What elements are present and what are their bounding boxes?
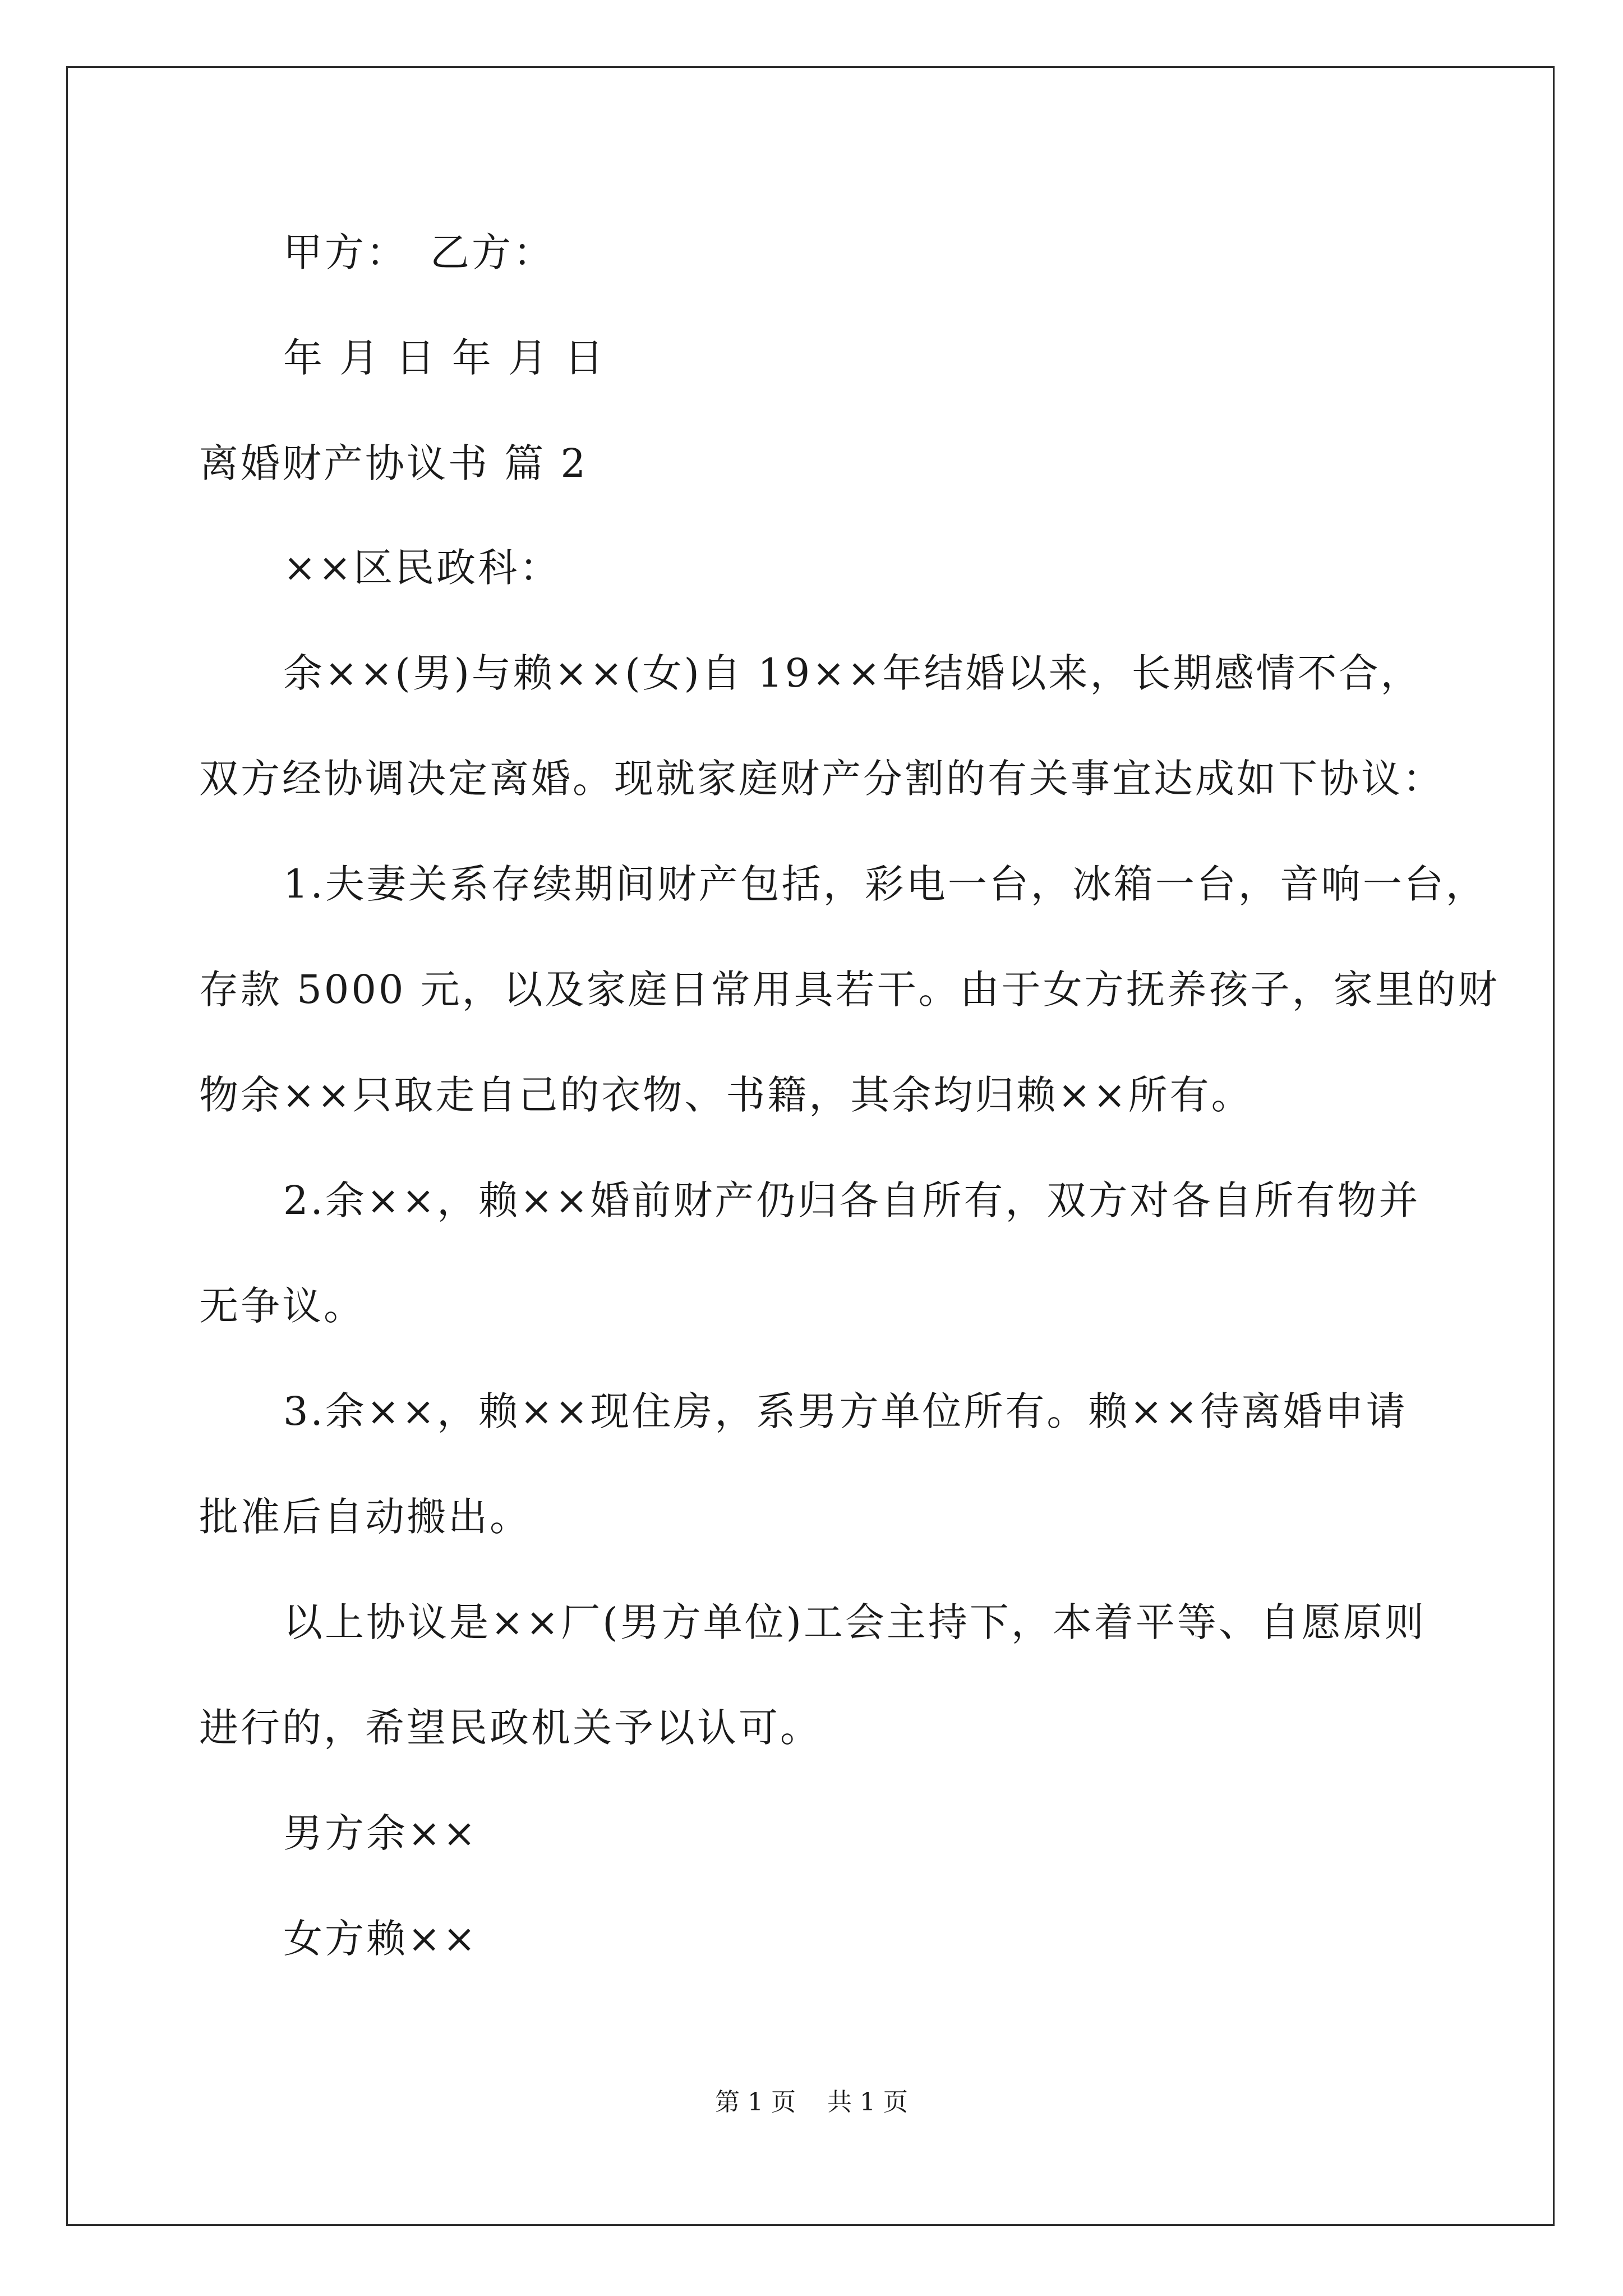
addressee: ××区民政科：: [283, 545, 561, 591]
intro-paragraph-line: 双方经协调决定离婚。现就家庭财产分割的有关事宜达成如下协议：: [199, 756, 1444, 802]
intro-paragraph-line: 余××(男)与赖××(女)自 19××年结婚以来，长期感情不合，: [283, 650, 1422, 696]
signature-line: [283, 230, 555, 275]
closing-paragraph-line: 以上协议是××厂(男方单位)工会主持下，本着平等、自愿原则: [283, 1599, 1426, 1645]
item-1-line: 1.夫妻关系存续期间财产包括，彩电一台，冰箱一台，音响一台，: [283, 861, 1487, 907]
female-signature: 女方赖××: [283, 1916, 478, 1962]
item-1-line: 存款 5000 元，以及家庭日常用具若干。由于女方抚养孩子，家里的财: [199, 967, 1500, 1013]
section-title: 离婚财产协议书 篇 2: [199, 440, 588, 486]
item-3-line: 批准后自动搬出。: [199, 1494, 531, 1540]
party-b-label: 乙方：: [430, 229, 555, 275]
party-a-label: 甲方：: [283, 229, 408, 275]
item-2-line: 无争议。: [199, 1283, 365, 1329]
item-1-line: 物余××只取走自己的衣物、书籍，其余均归赖××所有。: [199, 1072, 1253, 1118]
male-signature: 男方余××: [283, 1810, 478, 1856]
page-number: 第 1 页 共 1 页: [715, 2088, 908, 2116]
page-footer: [0, 2087, 1623, 2118]
page-border: [66, 66, 1555, 2226]
closing-paragraph-line: 进行的，希望民政机关予以认可。: [199, 1705, 822, 1751]
item-2-line: 2.余××，赖××婚前财产仍归各自所有，双方对各自所有物并: [283, 1177, 1421, 1223]
date-line: 年 月 日 年 月 日: [283, 335, 606, 381]
item-3-line: 3.余××，赖××现住房，系男方单位所有。赖××待离婚申请: [283, 1388, 1408, 1434]
